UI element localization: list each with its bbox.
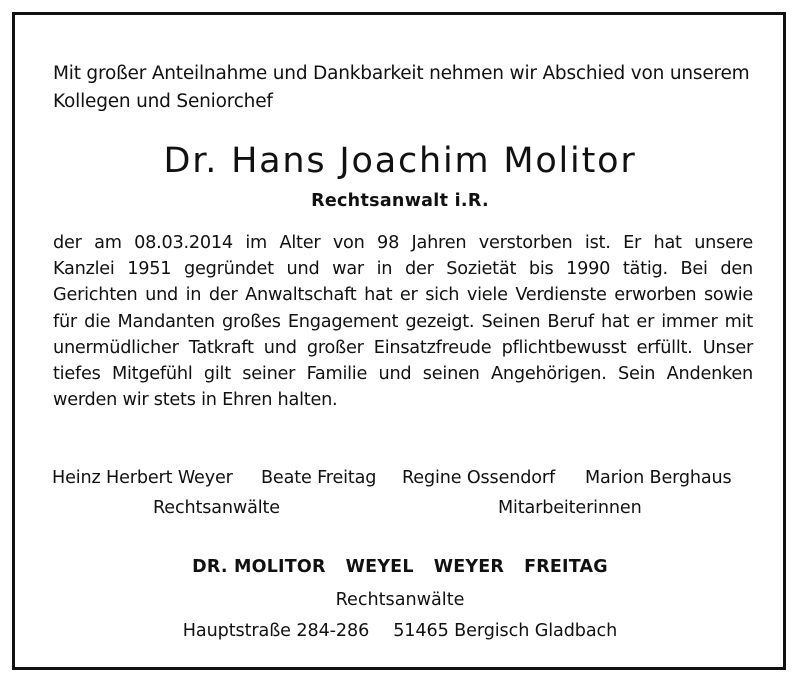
firm-name xyxy=(0,554,800,580)
body-line: werden wir stets in Ehren halten. xyxy=(53,390,338,411)
body-line: für die Mandanten großes Engagement gezeigt. Seinen Beruf hat er immer mit xyxy=(53,311,753,332)
signer-name: Heinz Herbert Weyer xyxy=(52,468,233,488)
signers-block xyxy=(0,465,800,521)
intro-text xyxy=(53,60,753,116)
signer-name: Beate Freitag xyxy=(261,468,377,488)
deceased-name: Dr. Hans Joachim Molitor xyxy=(163,141,637,181)
body-line: Gerichten und in der Anwaltschaft hat er sich viele Verdienste erworben sowie xyxy=(53,285,753,306)
body-line: unermüdlicher Tatkraft und großer Einsatzfreude pflichtbewusst erfüllt. Unser xyxy=(53,337,753,358)
firm-partner: DR. MOLITOR xyxy=(192,557,326,577)
signer-name: Regine Ossendorf xyxy=(402,468,555,488)
deceased-title: Rechtsanwalt i.R. xyxy=(311,191,489,211)
intro-line: Kollegen und Seniorchef xyxy=(53,91,273,112)
body-line: tiefes Mitgefühl gilt seiner Familie und seinen Angehörigen. Sein Andenken xyxy=(53,364,753,385)
obituary-body xyxy=(53,230,753,413)
intro-line: Mit großer Anteilnahme und Dankbarkeit nehmen wir Abschied von unserem xyxy=(53,63,750,84)
body-line: Kanzlei 1951 gegründet und war in der Sozietät bis 1990 tätig. Bei den xyxy=(53,259,753,280)
firm-city: 51465 Bergisch Gladbach xyxy=(393,621,618,641)
firm-partner: WEYEL xyxy=(345,557,414,577)
signer-name: Marion Berghaus xyxy=(585,468,732,488)
signer-role-lawyers: Rechtsanwälte xyxy=(153,498,280,518)
firm-address xyxy=(0,618,800,644)
firm-partner: FREITAG xyxy=(524,557,608,577)
firm-partner: WEYER xyxy=(433,557,505,577)
signer-role-staff: Mitarbeiterinnen xyxy=(498,498,642,518)
body-line: der am 08.03.2014 im Alter von 98 Jahren verstorben ist. Er hat unsere xyxy=(53,233,753,253)
firm-street: Hauptstraße 284-286 xyxy=(182,621,370,641)
firm-role: Rechtsanwälte xyxy=(335,590,465,610)
